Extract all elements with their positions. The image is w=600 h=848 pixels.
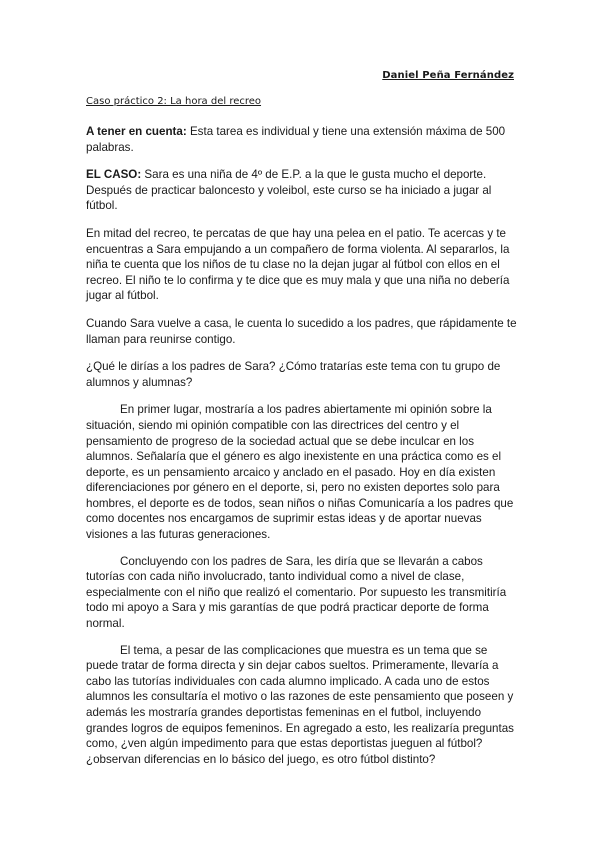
note-label: A tener en cuenta: (86, 125, 187, 138)
case-text: Sara es una niña de 4º de E.P. a la que le gusta mucho el deporte. Después de practicar baloncesto y voleibol, este curso se ha iniciado a jugar al fútbol. (86, 168, 492, 213)
incident-paragraph: En mitad del recreo, te percatas de que hay una pelea en el patio. Te acercas y te encuentras a Sara empujando a un compañero de forma violenta. Al separarlos, la niña te cuenta que los niños de tu clase no la dejan jugar al fútbol con ellos en el recreo. El niño te lo confirma y te dice que es muy mala y que una niña no debería jugar al fútbol. (86, 226, 510, 303)
author-name: Daniel Peña Fernández (382, 70, 514, 81)
note-text: Esta tarea es individual y tiene una extensión máxima de 500 palabras. (86, 125, 506, 154)
answer-paragraph-1: En primer lugar, mostraría a los padres abiertamente mi opinión sobre la situación, siendo mi opinión compatible con las directrices del centro y el pensamiento de progreso de la sociedad actual que se debe inculcar en los alumnos. Señalaría que el género es algo inexistente en una práctica como es el deporte, es un pensamiento arcaico y anclado en el pasado. Hoy en día existen diferenciaciones por género en el deporte, si, pero no existen deportes solo para hombres, el deporte es de todos, sean niños o niñas Comunicaría a los padres que como docentes nos encargamos de suprimir estas ideas y de aportar nuevas visiones a las futuras generaciones. (86, 403, 514, 542)
answer-paragraph-2: Concluyendo con los padres de Sara, les diría que se llevarán a cabos tutorías con cada niño involucrado, tanto individual como a nivel de clase, especialmente con el niño que realizó el comentario. Por supuesto les transmitiría todo mi apoyo a Sara y mis garantías de que podrá practicar deporte de forma normal. (86, 554, 507, 631)
question-paragraph: ¿Qué le dirías a los padres de Sara? ¿Cómo tratarías este tema con tu grupo de alumnos y alumnas? (86, 360, 501, 389)
parents-paragraph: Cuando Sara vuelve a casa, le cuenta lo sucedido a los padres, que rápidamente te llaman para reunirse contigo. (86, 316, 517, 346)
case-paragraph (86, 167, 522, 214)
document-body (86, 124, 522, 778)
case-label: EL CASO: (86, 168, 142, 182)
note-paragraph (86, 124, 522, 155)
answer-paragraph-3: El tema, a pesar de las complicaciones que muestra es un tema que se puede tratar de forma directa y sin dejar cabos sueltos. Primeramente, llevaría a cabo las tutorías individuales con cada alumno implicado. A cada uno de estos alumnos les consultaría el motivo o las razones de este pensamiento que poseen y además les mostraría grandes deportistas femeninas en el futbol, incluyendo grandes logros de equipos femeninos. En agregado a esto, les realizaría preguntas como, ¿ven algún impedimento para que estas deportistas jueguen al fútbol? ¿observan diferencias en lo básico del juego, es otro fútbol distinto? (86, 643, 514, 766)
case-title: Caso práctico 2: La hora del recreo (86, 96, 262, 107)
